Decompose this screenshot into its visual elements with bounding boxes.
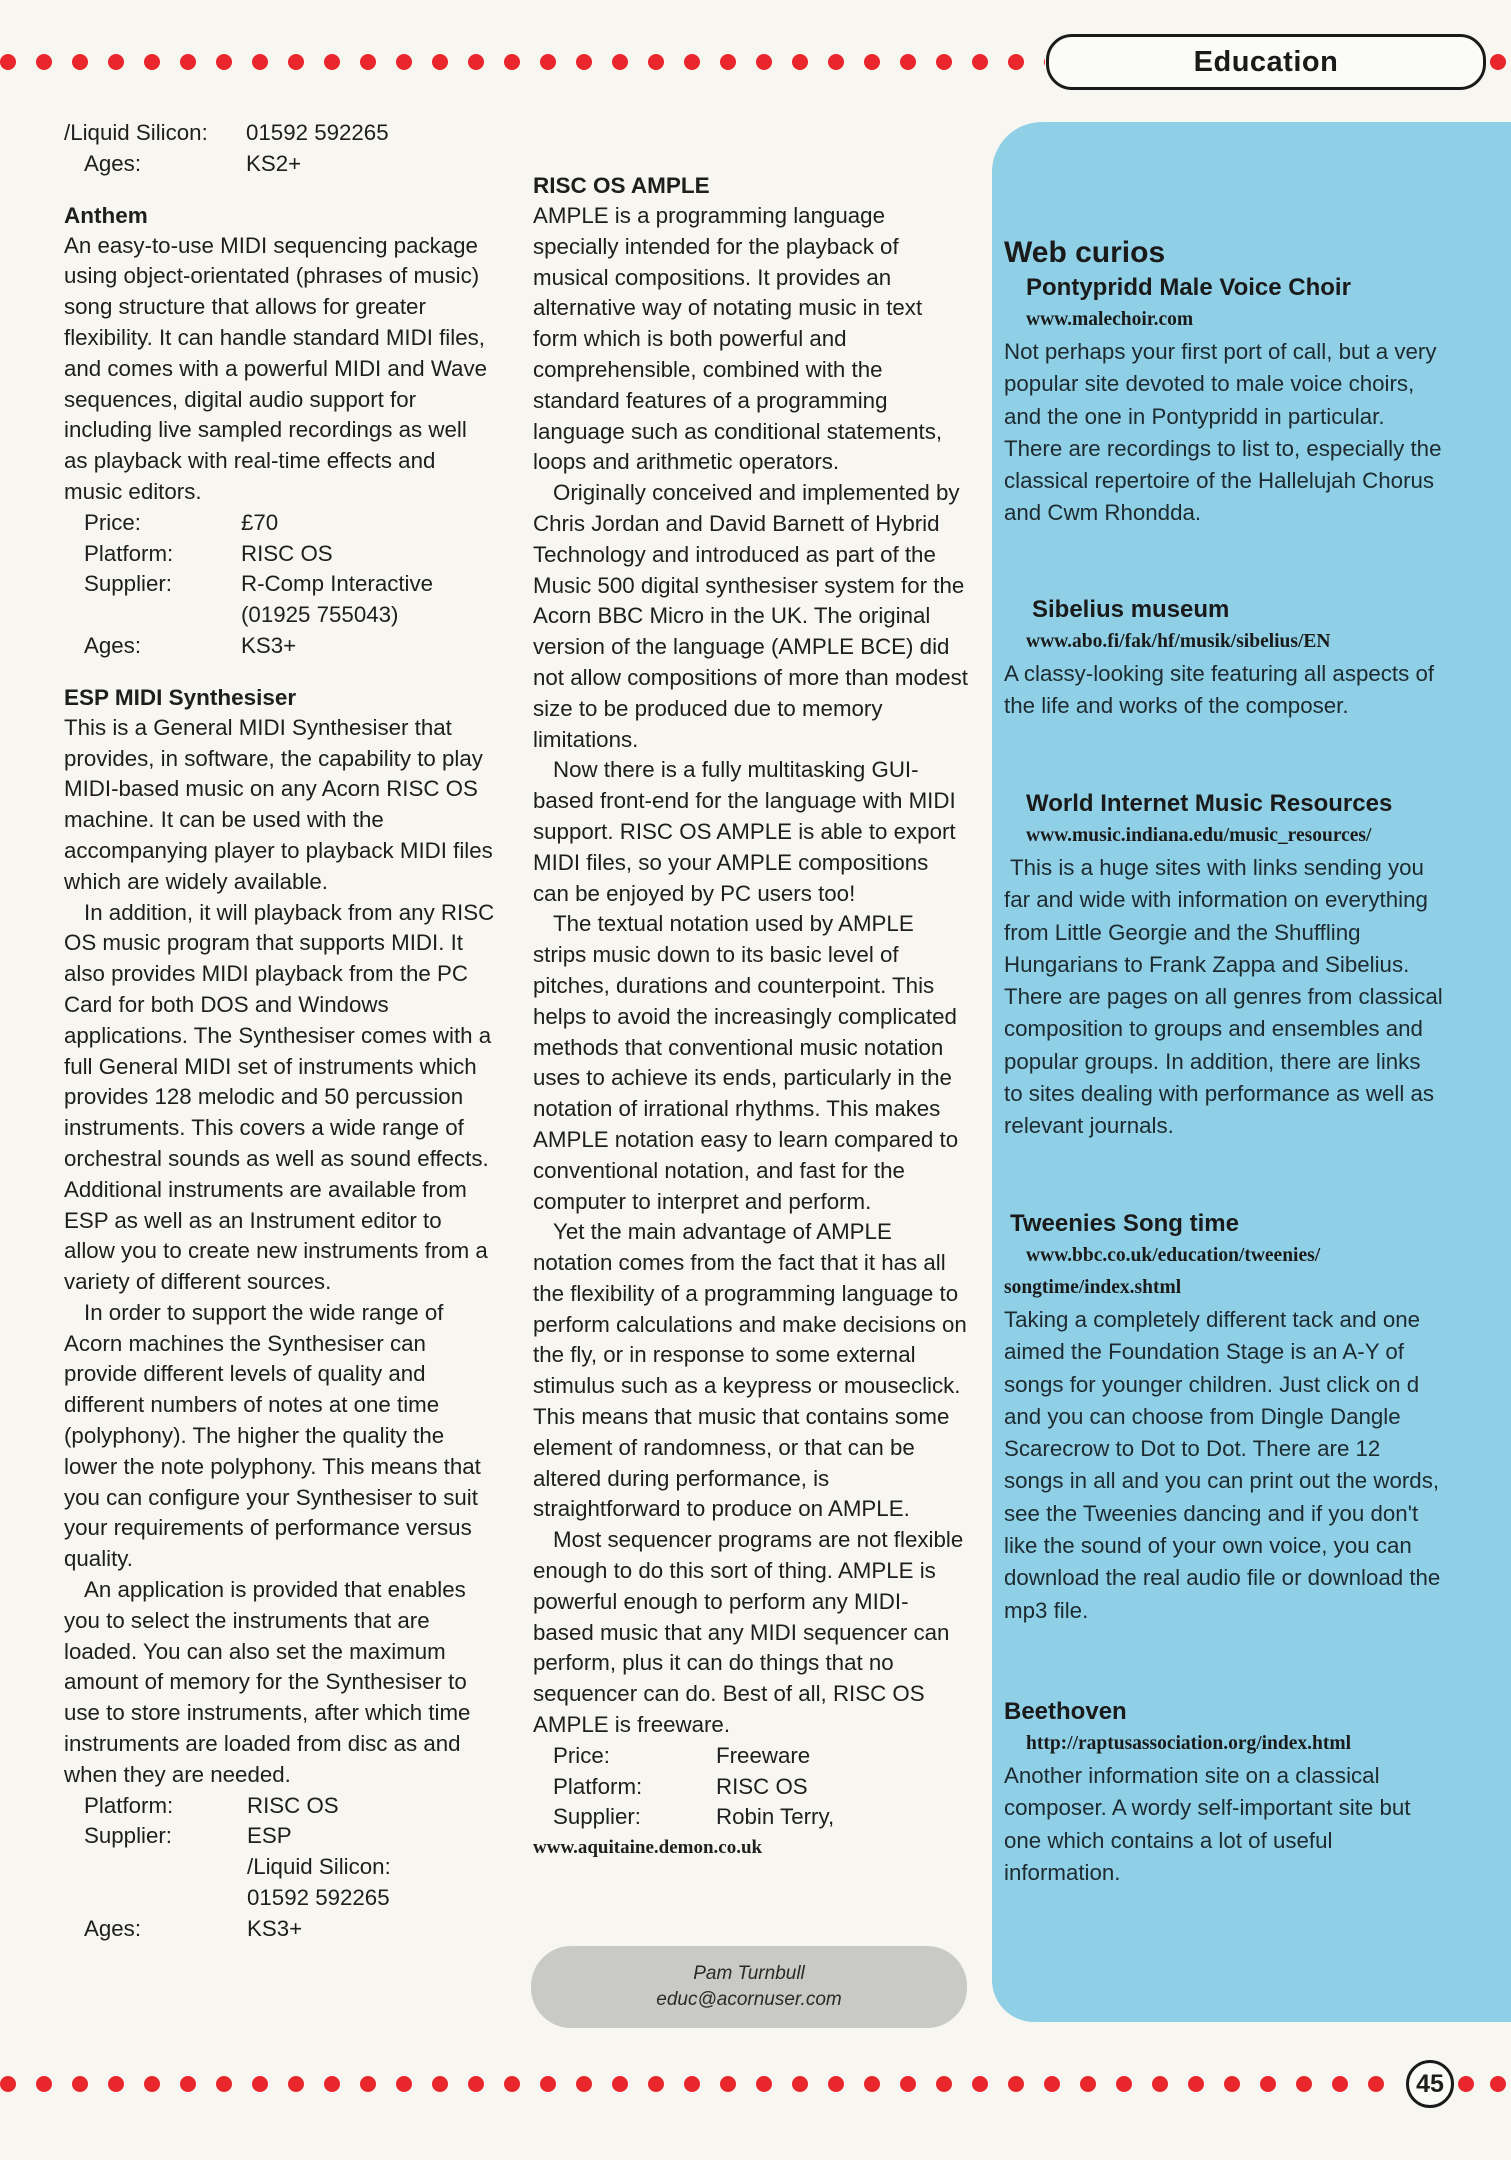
decorative-dot: [828, 2076, 844, 2092]
ample-specs: [533, 1741, 968, 1833]
decorative-dot: [972, 54, 988, 70]
decorative-dot: [0, 54, 16, 70]
column-middle: [533, 170, 968, 1864]
decorative-dot: [684, 54, 700, 70]
spec-value: (01925 755043): [241, 602, 399, 628]
decorative-dot: [576, 54, 592, 70]
review-title-ample: RISC OS AMPLE: [533, 173, 710, 198]
spec-value: ESP: [247, 1823, 292, 1849]
decorative-dot: [360, 2076, 376, 2092]
decorative-dot: [576, 2076, 592, 2092]
author-name: Pam Turnbull: [693, 1963, 805, 1984]
curio-item: [1004, 594, 1444, 723]
decorative-dot: [396, 54, 412, 70]
review-body-anthem: An easy-to-use MIDI sequencing package using object-orientated (phrases of music) song structure that allows for greater flexibility. It can handle standard MIDI files, and comes with a powerful MIDI and Wave sequences, digital audio support for including live sampled recordings as well as playback with real-time effects and music editors.: [64, 232, 487, 504]
decorative-dot: [720, 54, 736, 70]
spec-value: RISC OS: [247, 1792, 339, 1818]
decorative-dot: [144, 54, 160, 70]
curio-title: Pontypridd Male Voice Choir: [1026, 274, 1351, 301]
spec-value: 01592 592265: [246, 120, 389, 145]
decorative-dot: [936, 54, 952, 70]
decorative-dot: [1224, 2076, 1240, 2092]
intro-specs: [64, 118, 496, 180]
review-para: Originally conceived and implemented by Chris Jordan and David Barnett of Hybrid Technology and introduced as part of the Music 500 digital synthesiser system for the Acorn BBC Micro in the UK. The original version of the language (AMPLE BCE) did not allow compositions of more than modest size to be produced due to memory limitations.: [533, 480, 969, 752]
decorative-dot: [1152, 2076, 1168, 2092]
spec-value: RISC OS: [716, 1773, 808, 1799]
bottom-dotted-rule: [0, 2074, 1400, 2094]
decorative-dot: [1116, 2076, 1132, 2092]
decorative-dot: [360, 54, 376, 70]
curio-item: [1004, 788, 1444, 1143]
curio-url: www.malechoir.com: [1026, 309, 1194, 330]
curio-item: [1004, 1696, 1444, 1889]
review-para: Yet the main advantage of AMPLE notation comes from the fact that it has all the flexibility of a programming language to perform calculations and make decisions on the fly, or in response to some external stimulus such as a keypress or mouseclick. This means that music that contains some element of randomness, or that can be altered during performance, is straightforward to produce on AMPLE.: [533, 1219, 967, 1522]
review-title-esp: ESP MIDI Synthesiser: [64, 684, 297, 710]
decorative-dot: [864, 2076, 880, 2092]
spec-label: Ages:: [84, 150, 142, 176]
decorative-dot: [432, 54, 448, 70]
review-para: In addition, it will playback from any RISC OS music program that supports MIDI. It also provides MIDI playback from the PC Card for both DOS and Windows applications. The Synthesiser comes with a full General MIDI set of instruments which provides 128 melodic and 50 percussion instruments. This covers a wide range of orchestral sounds as well as sound effects. Additional instruments are available from ESP as well as an Instrument editor to allow you to create new instruments from a variety of different sources.: [64, 899, 495, 1295]
decorative-dot: [288, 54, 304, 70]
column-left: [64, 118, 496, 1945]
spec-value: KS2+: [246, 150, 302, 176]
spec-value: Robin Terry,: [716, 1804, 835, 1830]
decorative-dot: [288, 2076, 304, 2092]
review-para: Most sequencer programs are not flexible enough to do this sort of thing. AMPLE is powerful enough to perform any MIDI-based music that any MIDI sequencer can perform, plus it can do things that no sequencer can do. Best of all, RISC OS AMPLE is freeware.: [533, 1527, 964, 1738]
spec-label: Platform:: [553, 1773, 643, 1799]
decorative-dot: [1188, 2076, 1204, 2092]
decorative-dot: [792, 2076, 808, 2092]
supplier-url: www.aquitaine.demon.co.uk: [533, 1837, 763, 1859]
decorative-dot: [684, 2076, 700, 2092]
decorative-dot: [252, 2076, 268, 2092]
curio-url: http://raptusassociation.org/index.html: [1026, 1733, 1352, 1754]
decorative-dot: [612, 2076, 628, 2092]
spec-label: Price:: [84, 509, 141, 535]
curio-body: This is a huge sites with links sending you far and wide with information on everything from Little Georgie and the Shuffling Hungarians to Frank Zappa and Sibelius. There are pages on all genres from classical composition to groups and ensembles and popular groups. In addition, there are links to sites dealing with performance as well as relevant journals.: [1004, 855, 1443, 1139]
decorative-dot: [648, 54, 664, 70]
decorative-dot: [936, 2076, 952, 2092]
curio-url-continued: songtime/index.shtml: [1004, 1277, 1182, 1298]
decorative-dot: [72, 2076, 88, 2092]
decorative-dot: [1368, 2076, 1384, 2092]
spec-value: 01592 592265: [247, 1885, 390, 1911]
curio-title: World Internet Music Resources: [1026, 790, 1393, 817]
curio-title: Beethoven: [1004, 1698, 1127, 1725]
anthem-specs: [64, 508, 496, 662]
curio-body: Another information site on a classical composer. A wordy self-important site but one which contains a lot of useful information.: [1004, 1763, 1411, 1885]
spec-label: Supplier:: [84, 1823, 173, 1849]
spec-value: Freeware: [716, 1742, 811, 1768]
decorative-dot: [36, 54, 52, 70]
curio-item: [1004, 272, 1444, 530]
spec-value: KS3+: [241, 632, 297, 658]
page-number: 45: [1406, 2060, 1454, 2108]
decorative-dot: [1080, 2076, 1096, 2092]
esp-specs: [64, 1791, 496, 1945]
decorative-dot: [1296, 2076, 1312, 2092]
decorative-dot: [252, 54, 268, 70]
author-byline: [531, 1946, 967, 2028]
spec-value: KS3+: [247, 1915, 303, 1941]
decorative-dot: [1008, 2076, 1024, 2092]
decorative-dot: [504, 2076, 520, 2092]
decorative-dot: [144, 2076, 160, 2092]
decorative-dot: [540, 2076, 556, 2092]
top-dotted-rule-end: [1490, 54, 1506, 70]
spec-label: Platform:: [84, 540, 174, 566]
curio-body: Not perhaps your first port of call, but a very popular site devoted to male voice choirs, and the one in Pontypridd in particular. There are recordings to list to, especially the classical repertoire of the Hallelujah Chorus and Cwm Rhondda.: [1004, 339, 1442, 526]
decorative-dot: [108, 54, 124, 70]
decorative-dot: [468, 2076, 484, 2092]
decorative-dot: [864, 54, 880, 70]
decorative-dot: [432, 2076, 448, 2092]
spec-label: Ages:: [84, 632, 142, 658]
bottom-dotted-rule-end: [1490, 2076, 1506, 2092]
curio-title: Tweenies Song time: [1010, 1210, 1239, 1237]
decorative-dot: [648, 2076, 664, 2092]
section-label: Education: [1046, 34, 1486, 90]
decorative-dot: [180, 54, 196, 70]
decorative-dot: [504, 54, 520, 70]
review-para: An application is provided that enables you to select the instruments that are loaded. You can also set the maximum amount of memory for the Synthesiser to use to store instruments, after which time instruments are loaded from disc as and when they are needed.: [64, 1577, 471, 1787]
review-para: In order to support the wide range of Acorn machines the Synthesiser can provide different levels of quality and different numbers of notes at one time (polyphony). The higher the quality the lower the note polyphony. This means that you can configure your Synthesiser to suit your requirements of performance versus quality.: [64, 1299, 481, 1572]
spec-value: R-Comp Interactive: [241, 571, 434, 597]
decorative-dot: [756, 2076, 772, 2092]
bottom-dotted-rule-end: [1458, 2076, 1474, 2092]
review-para: Now there is a fully multitasking GUI-based front-end for the language with MIDI support. RISC OS AMPLE is able to export MIDI files, so your AMPLE compositions can be enjoyed by PC users too!: [533, 757, 956, 906]
curio-title: Sibelius museum: [1032, 596, 1230, 623]
review-para: The textual notation used by AMPLE strips music down to its basic level of pitches, durations and counterpoint. This helps to avoid the increasingly complicated methods that conventional music notation uses to achieve its ends, particularly in the notation of irrational rhythms. This makes AMPLE notation easy to learn compared to conventional notation, and fast for the computer to interpret and perform.: [533, 911, 959, 1214]
decorative-dot: [720, 2076, 736, 2092]
curio-url: www.abo.fi/fak/hf/musik/sibelius/EN: [1026, 631, 1331, 652]
decorative-dot: [972, 2076, 988, 2092]
decorative-dot: [180, 2076, 196, 2092]
decorative-dot: [900, 54, 916, 70]
decorative-dot: [1008, 54, 1024, 70]
spec-value: £70: [241, 509, 279, 535]
curio-url: www.bbc.co.uk/education/tweenies/: [1026, 1245, 1321, 1266]
decorative-dot: [828, 54, 844, 70]
decorative-dot: [72, 54, 88, 70]
decorative-dot: [216, 2076, 232, 2092]
decorative-dot: [0, 2076, 16, 2092]
sidebar-title: Web curios: [1004, 236, 1166, 269]
decorative-dot: [216, 54, 232, 70]
spec-value: /Liquid Silicon:: [247, 1854, 391, 1880]
curio-item: [1004, 1208, 1444, 1627]
author-email: educ@acornuser.com: [656, 1989, 842, 2010]
decorative-dot: [1260, 2076, 1276, 2092]
decorative-dot: [612, 54, 628, 70]
decorative-dot: [468, 54, 484, 70]
decorative-dot: [1332, 2076, 1348, 2092]
curio-url: www.music.indiana.edu/music_resources/: [1026, 825, 1372, 846]
review-title-anthem: Anthem: [64, 202, 148, 228]
review-para: This is a General MIDI Synthesiser that provides, in software, the capability to play MIDI-based music on any Acorn RISC OS machine. It can be used with the accompanying player to playback MIDI files which are widely available.: [64, 714, 493, 894]
decorative-dot: [324, 2076, 340, 2092]
spec-label: Ages:: [84, 1915, 142, 1941]
decorative-dot: [36, 2076, 52, 2092]
decorative-dot: [540, 54, 556, 70]
decorative-dot: [324, 54, 340, 70]
review-para: AMPLE is a programming language specially intended for the playback of musical compositions. It provides an alternative way of notating music in text form which is both powerful and comprehensible, combined with the standard features of a programming language such as conditional statements, loops and arithmetic operators.: [533, 203, 943, 475]
decorative-dot: [396, 2076, 412, 2092]
curio-body: Taking a completely different tack and one aimed the Foundation Stage is an A-Y of songs for younger children. Just click on d and you can choose from Dingle Dangle Scarecrow to Dot to Dot. There are 12 songs in all and you can print out the words, see the Tweenies dancing and if you don't like the sound of your own voice, you can download the real audio file or download the mp3 file.: [1004, 1307, 1441, 1623]
top-dotted-rule: [0, 52, 1045, 72]
decorative-dot: [1044, 2076, 1060, 2092]
spec-value: RISC OS: [241, 540, 333, 566]
spec-label: Supplier:: [84, 571, 173, 597]
decorative-dot: [1044, 54, 1045, 70]
spec-label: Platform:: [84, 1792, 174, 1818]
spec-label: Supplier:: [553, 1804, 642, 1830]
decorative-dot: [900, 2076, 916, 2092]
spec-label: Price:: [553, 1742, 610, 1768]
decorative-dot: [108, 2076, 124, 2092]
spec-label: /Liquid Silicon:: [64, 120, 208, 145]
decorative-dot: [756, 54, 772, 70]
decorative-dot: [792, 54, 808, 70]
curio-body: A classy-looking site featuring all aspects of the life and works of the composer.: [1004, 661, 1435, 719]
